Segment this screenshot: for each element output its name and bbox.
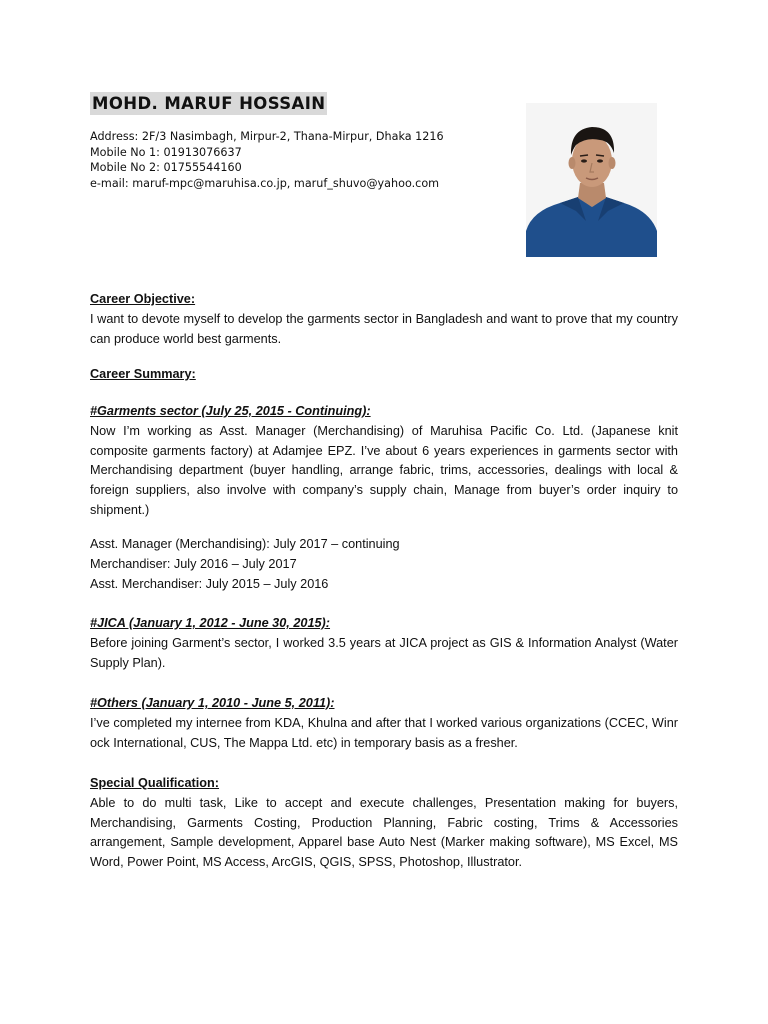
address-line: Address: 2F/3 Nasimbagh, Mirpur-2, Thana-Mirpur, Dhaka 1216 [90, 130, 444, 143]
others-section [90, 694, 678, 753]
others-text: I’ve completed my internee from KDA, Khulna and after that I worked various organizations (CCEC, Winr ock International, CUS, The Mappa Ltd. etc) in temporary basis as a fresher. [90, 715, 678, 750]
mobile-2-line: Mobile No 2: 01755544160 [90, 161, 242, 175]
jica-section [90, 614, 678, 673]
special-qualification-text: Able to do multi task, Like to accept and execute challenges, Presentation making for buyers, Merchandising, Garments Costing, Production Planning, Fabric costing, Trims & Accessories arrangement, Sample development, Apparel base Auto Nest (Marker making software), MS Excel, MS Word, Power Point, MS Access, ArcGIS, QGIS, SPSS, Photoshop, Illustrator. [90, 795, 678, 870]
profile-photo [526, 103, 657, 257]
career-objective-text: I want to devote myself to develop the garments sector in Bangladesh and want to prove that my country can produce world best garments. [90, 311, 678, 346]
career-objective-section [90, 290, 678, 349]
role-item: Asst. Manager (Merchandising): July 2017 – continuing [90, 537, 400, 551]
role-item: Asst. Merchandiser: July 2015 – July 2016 [90, 576, 329, 591]
career-summary-section [90, 365, 678, 385]
role-item: Merchandiser: July 2016 – July 2017 [90, 556, 297, 571]
garments-heading: #Garments sector (July 25, 2015 - Continuing): [90, 404, 371, 418]
others-heading: #Others (January 1, 2010 - June 5, 2011): [90, 696, 335, 710]
mobile-1-line: Mobile No 1: 01913076637 [90, 145, 242, 159]
special-qualification-section [90, 774, 678, 873]
email-line: e-mail: maruf-mpc@maruhisa.co.jp, maruf_shuvo@yahoo.com [90, 176, 440, 190]
special-qualification-heading: Special Qualification: [90, 776, 220, 790]
garments-text: Now I’m working as Asst. Manager (Merchandising) of Maruhisa Pacific Co. Ltd. (Japanese knit composite garments factory) at Adamjee EPZ. I’ve about 6 years experiences in garments sector with Merchandising department (buyer handling, arrange fabric, trims, accessories, dealings with local & foreign suppliers, also involve with company’s supply chain, Manage from buyer’s order inquiry to shipment.) [90, 423, 678, 517]
career-summary-heading: Career Summary: [90, 367, 196, 381]
candidate-name: MOHD. MARUF HOSSAIN [92, 94, 326, 113]
jica-heading: #JICA (January 1, 2012 - June 30, 2015): [90, 616, 331, 630]
garments-roles-list [90, 535, 678, 594]
career-objective-heading: Career Objective: [90, 292, 196, 306]
jica-text: Before joining Garment’s sector, I worked 3.5 years at JICA project as GIS & Information Analyst (Water Supply Plan). [90, 635, 678, 670]
contact-block [90, 129, 510, 191]
garments-section [90, 402, 678, 521]
